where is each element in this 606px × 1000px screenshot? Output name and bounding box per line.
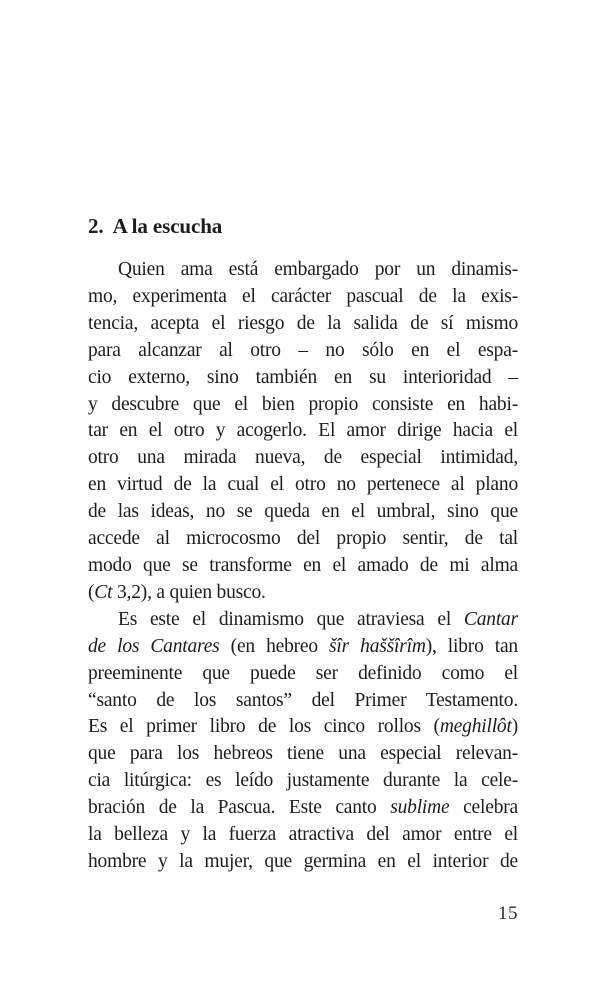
text-line [88,795,518,822]
paragraph [88,257,518,607]
text-line [88,365,518,392]
text-segment: ( [88,581,95,603]
text-line [88,634,518,661]
section-heading [88,213,518,240]
text-segment: Es este el dinamismo que atraviesa el [118,608,464,630]
text-segment: mo, experimenta el carácter pascual de la exis- [88,285,518,307]
section-number: 2. [88,214,104,238]
text-line [88,849,518,876]
text-segment: ), libro tan [425,635,518,657]
text-block [88,213,518,876]
text-segment: hombre y la mujer, que germina en el interior de [88,850,518,872]
text-segment: (en hebreo [219,635,330,657]
text-segment: Es el primer libro de los cinco rollos ( [88,716,440,738]
text-line [88,741,518,768]
page-number: 15 [498,903,518,924]
text-segment: 3,2), a quien busco. [112,581,266,603]
text-segment: para alcanzar al otro – no sólo en el espa- [88,339,518,361]
text-segment: tencia, acepta el riesgo de la salida de sí mismo [88,312,518,334]
text-segment: modo que se transforme en el amado de mi alma [88,554,518,576]
text-line [88,499,518,526]
text-segment: que para los hebreos tiene una especial relevan- [88,743,518,765]
text-segment: otro una mirada nueva, de especial intimidad, [88,447,518,469]
text-segment: tar en el otro y acogerlo. El amor dirige hacia el [88,420,518,442]
text-line [88,418,518,445]
text-segment: “santo de los santos” del Primer Testamento. [88,689,518,711]
text-line [88,472,518,499]
text-line [88,311,518,338]
text-segment: cia litúrgica: es leído justamente durante la cele- [88,770,518,792]
text-segment: en virtud de la cual el otro no pertenece al plano [88,474,518,496]
italic-text-segment: de los Cantares [88,635,220,657]
text-line [88,526,518,553]
text-segment: celebra [449,797,518,819]
text-segment: bración de la Pascua. Este canto [88,797,391,819]
text-line [88,392,518,419]
text-line [88,822,518,849]
italic-text-segment: Cantar [463,608,518,630]
italic-text-segment: šîr haššîrîm [329,635,426,657]
text-line [88,284,518,311]
text-segment: y descubre que el bien propio consiste en habi- [88,393,518,415]
paragraph [88,607,518,876]
text-line [88,553,518,580]
text-line [88,607,518,634]
italic-text-segment: sublime [390,797,450,819]
body-text [88,257,518,876]
text-line [88,768,518,795]
text-segment: preeminente que puede ser definido como el [88,662,518,684]
text-line [88,338,518,365]
text-line [88,257,518,284]
italic-text-segment: Ct [94,581,113,603]
text-line [88,661,518,688]
text-line [88,714,518,741]
text-segment: la belleza y la fuerza atractiva del amor entre el [88,824,518,846]
text-segment: de las ideas, no se queda en el umbral, sino que [88,501,518,523]
section-title: A la escucha [112,214,223,238]
text-segment: ) [511,716,518,738]
text-segment: accede al microcosmo del propio sentir, de tal [88,528,518,550]
text-segment: Quien ama está embargado por un dinamis- [118,259,518,280]
text-line [88,580,518,607]
text-line [88,445,518,472]
text-line [88,688,518,715]
text-segment: cio externo, sino también en su interioridad – [88,366,518,388]
italic-text-segment: meghillôt [439,716,512,738]
